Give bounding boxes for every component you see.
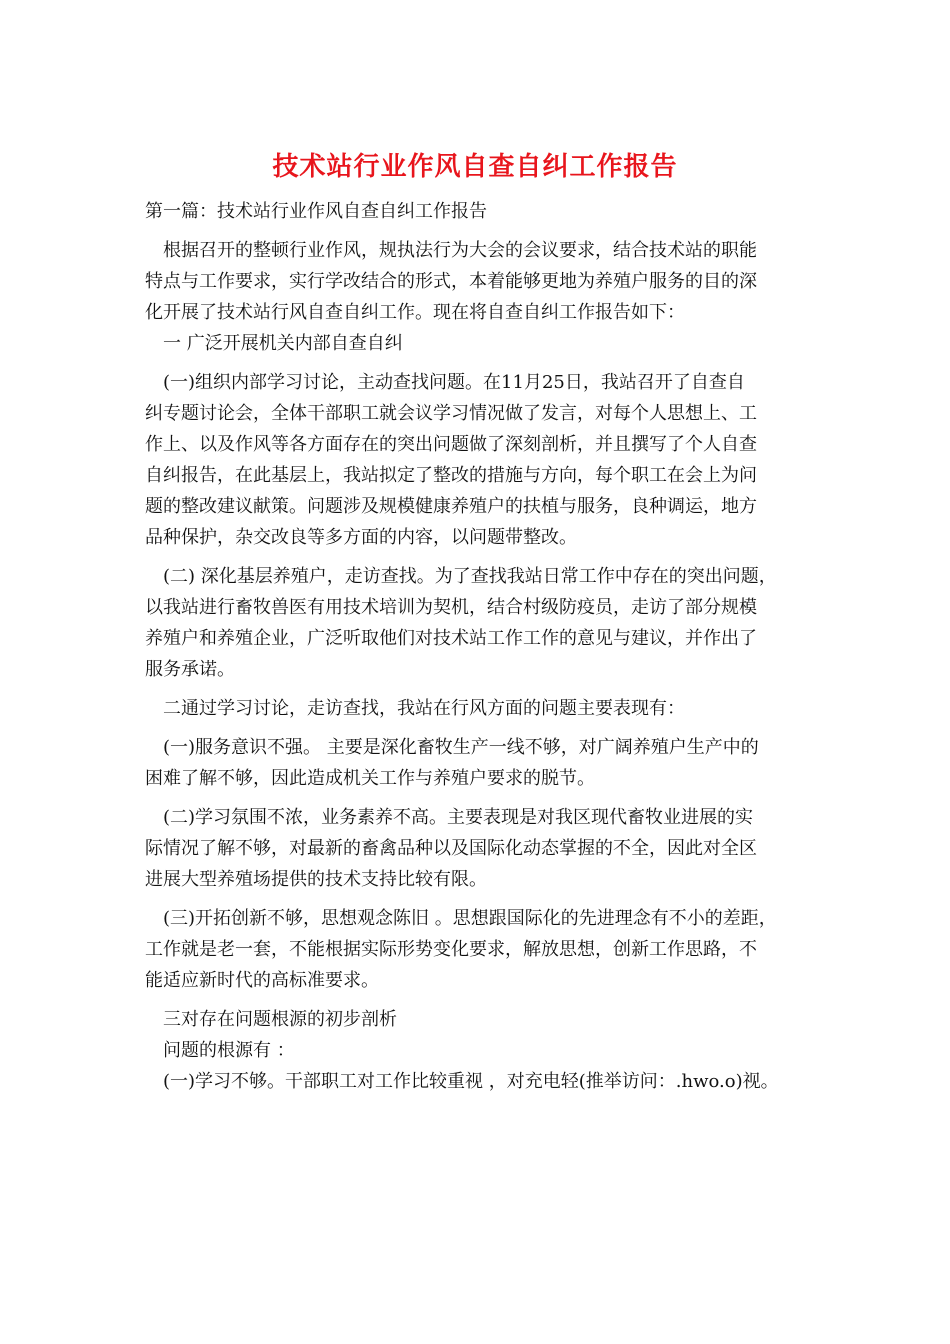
text-line: (三)开拓创新不够，思想观念陈旧 。思想跟国际化的先进理念有不小的差距，: [163, 908, 777, 929]
text-line: 际情况了解不够，对最新的畜禽品种以及国际化动态掌握的不全，因此对全区: [145, 838, 757, 859]
text-line: 服务承诺。: [145, 659, 235, 680]
text-line: 三对存在问题根源的初步剖析: [163, 1009, 397, 1030]
text-line: 一 广泛开展机关内部自查自纠: [163, 333, 403, 354]
text-line: 品种保护，杂交改良等多方面的内容，以问题带整改。: [145, 527, 577, 548]
text-line: 问题的根源有 ：: [163, 1040, 295, 1061]
text-line: 养殖户和养殖企业，广泛听取他们对技术站工作工作的意见与建议，并作出了: [145, 628, 757, 649]
text-line: 困难了解不够，因此造成机关工作与养殖户要求的脱节。: [145, 768, 595, 789]
text-line: (一)组织内部学习讨论，主动查找问题。在11月25日，我站召开了自查自: [163, 372, 745, 393]
text-line: (一)学习不够。干部职工对工作比较重视 ，对充电轻(推举访问：.hwo.o)视。: [163, 1071, 779, 1092]
document-title: 技术站行业作风自查自纠工作报告: [272, 152, 678, 182]
text-line: 纠专题讨论会，全体干部职工就会议学习情况做了发言，对每个人思想上、工: [145, 403, 757, 424]
text-line: 进展大型养殖场提供的技术支持比较有限。: [145, 869, 487, 890]
text-line: 第一篇：技术站行业作风自查自纠工作报告: [145, 201, 487, 222]
text-line: (二)学习氛围不浓，业务素养不高。主要表现是对我区现代畜牧业进展的实: [163, 807, 754, 828]
text-line: 工作就是老一套，不能根据实际形势变化要求，解放思想，创新工作思路，不: [145, 939, 757, 960]
text-line: 以我站进行畜牧兽医有用技术培训为契机，结合村级防疫员，走访了部分规模: [145, 597, 757, 618]
text-line: 根据召开的整顿行业作风，规执法行为大会的会议要求，结合技术站的职能: [163, 240, 757, 261]
text-line: 能适应新时代的高标准要求。: [145, 970, 379, 991]
document-body: [145, 196, 825, 1097]
text-line: 二通过学习讨论，走访查找，我站在行风方面的问题主要表现有：: [163, 698, 685, 719]
text-line: 化开展了技术站行风自查自纠工作。现在将自查自纠工作报告如下：: [145, 302, 685, 323]
text-line: (二) 深化基层养殖户，走访查找。为了查找我站日常工作中存在的突出问题，: [163, 566, 777, 587]
text-line: 作上、以及作风等各方面存在的突出问题做了深刻剖析，并且撰写了个人自查: [145, 434, 757, 455]
text-line: 自纠报告，在此基层上，我站拟定了整改的措施与方向，每个职工在会上为问: [145, 465, 757, 486]
text-line: (一)服务意识不强。 主要是深化畜牧生产一线不够，对广阔养殖户生产中的: [163, 737, 759, 758]
text-line: 特点与工作要求，实行学改结合的形式，本着能够更地为养殖户服务的目的深: [145, 271, 757, 292]
text-line: 题的整改建议献策。问题涉及规模健康养殖户的扶植与服务，良种调运，地方: [145, 496, 757, 517]
